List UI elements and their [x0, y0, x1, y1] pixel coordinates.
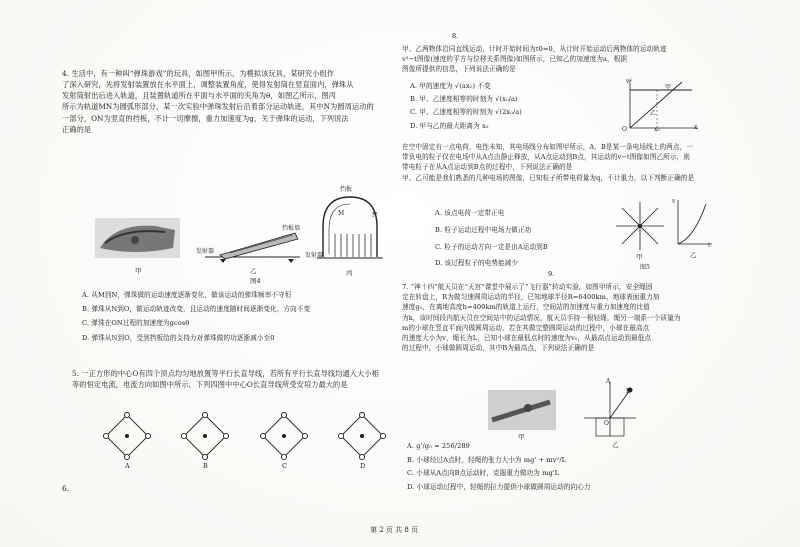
q5-line: 5. 一正方形的中心O有四个顶点均匀地放置等平行长直导线，若所有平行长直导线均通入大小相 — [72, 369, 379, 378]
q7-line: 在空中固定有一点电荷，电性未知，其电场线分布如图甲所示，A、B是某一条电场线上的两点，一 — [402, 143, 693, 151]
q4-line: 正确的是 — [62, 124, 92, 134]
q7-axis-x: t — [708, 242, 711, 249]
question-8-options — [407, 440, 737, 494]
q8-option-d[interactable]: D. 小球运动过程中，轻绳的拉力提供小球做圆周运动的向心力 — [407, 482, 591, 491]
q8-line: 为k，该时间段内航天员在空间站中的运动情况，航天员手持一根轻绳，绳另一端系一个质量为 — [402, 313, 681, 322]
q4-line: 发射筒射出后进入轨道，且装置轨道所在平面与水平面的夹角为θ，如图乙所示，图丙 — [62, 91, 337, 101]
q8-line: m的小球在竖直平面内做圆周运动，若在其做完整圆周运动的过程中，小球在最高点 — [402, 323, 650, 332]
q6-option-c[interactable]: C. 甲、乙速度相等的时刻为 √(2x₀/a) — [410, 108, 522, 117]
question-4-options — [82, 288, 387, 345]
q7-caption-b: 乙 — [690, 251, 697, 259]
figure-toy-photo — [95, 218, 180, 258]
q7-option-d[interactable]: D. 该过程粒子的电势能减少 — [435, 259, 519, 268]
q8-photo — [488, 390, 556, 430]
q7-axis-y: v — [672, 198, 676, 205]
question-number-mark-2: 9. — [548, 270, 555, 278]
question-6-options — [410, 80, 605, 133]
q5-label-d: D — [360, 462, 366, 470]
q8-line: 定在转盘上，R为做匀速圆周运动的半径，已知地球半径R=6400km，地球表面重力加 — [402, 293, 660, 302]
question-4-stem — [62, 68, 387, 135]
q6-option-a[interactable]: A. 甲的速度为 √(ax₀) 不变 — [410, 82, 491, 90]
q5-line: 等的恒定电流，电流方向如图中所示，下列四图中中心O长直导线所受安培力最大的是 — [72, 380, 348, 390]
fig-c-caption: 丙 — [346, 269, 353, 277]
question-6-stem — [402, 44, 712, 75]
q6-y-label: v² — [626, 78, 632, 85]
q5-label-c: C — [282, 462, 287, 470]
fig-c-label-board: 挡板 — [340, 186, 353, 193]
q6-origin: O — [622, 126, 627, 133]
q4-line: 4. 生活中，有一种叫“弹珠游戏”的玩具，如图甲所示，为模拟该玩具，某研究小组作 — [62, 69, 335, 78]
figure-arch-track — [315, 192, 385, 264]
q5-label-b: B — [203, 462, 208, 470]
q6-option-b[interactable]: B. 甲、乙速度相等的时刻为 √(x₀/a) — [410, 95, 518, 104]
q6-series-b: 乙 — [650, 110, 657, 117]
question-number-mark: 8. — [452, 32, 459, 40]
q8-circle-diagram — [580, 378, 640, 438]
q6-series-a: 甲 — [665, 84, 672, 91]
q8-line: 的过程中，小球做圆周运动，其中B为最高点，下列说法正确的是 — [402, 344, 595, 353]
q8-caption-b: 乙 — [612, 441, 619, 449]
q7-caption-a: 甲 — [636, 253, 643, 261]
q8-label-b: B — [626, 388, 631, 395]
q5-figures — [100, 412, 390, 464]
q7-line: 甲、乙可能是我们熟悉的几种电场的图像，已知粒子所带电荷量为q，不计重力，以下判断正确的是 — [402, 173, 695, 182]
q7-option-a[interactable]: A. 该点电荷一定带正电 — [435, 209, 505, 217]
fig-c-label-n: N — [372, 212, 378, 219]
fig-b-label-wall: 挡板墙 — [282, 225, 301, 232]
q8-label-a: A — [606, 378, 611, 385]
q6-line: 甲、乙两物体沿同直线运动，计时开始时间为t0=0，从计时开始运动后两物体的运动轨迹 — [402, 45, 667, 53]
fig-b-label-launcher: 发射器 — [196, 248, 215, 255]
q7-line: 带负电的粒子仅在电场中从A点由静止释放，从A点运动到B点，其运动的v−t图像如图乙所示，则 — [402, 153, 690, 162]
figure-tag: 图4 — [250, 277, 261, 285]
q8-line: 的速度大小为v，绳长为L，已知小球在最低点时的速度为v₀，从最高点运动到最低点 — [402, 334, 652, 343]
q4-option-b[interactable]: B. 弹珠从N到O，做运动轨迹改变，且运动的速度随时间逐渐变化，方向不变 — [82, 305, 311, 314]
q6-v2-x-graph — [622, 78, 700, 133]
q4-option-d[interactable]: D. 弹珠从N到O，受到挡板给的支持力对弹珠做的功逐渐减小至0 — [82, 333, 275, 342]
q4-option-a[interactable]: A. 从M到N，弹珠做的运动速度逐渐变化，做该运动的弹珠频率不守恒 — [82, 291, 292, 299]
fig-c-label-launcher: 发射器 — [305, 252, 324, 259]
q6-x-tick: x₀ — [654, 126, 660, 133]
q5-label-a: A — [125, 462, 130, 470]
q8-option-b[interactable]: B. 小球经过A点时，轻绳的张力大小为 mg' + mv²/L — [407, 455, 567, 464]
question-8-stem — [402, 282, 722, 354]
q5-figure-a — [103, 412, 150, 459]
q4-line: 所示为轨道MN为圆弧形部分，某一次实验中弹珠发射后沿着部分运动轨迹，其中N为圆周运动的 — [62, 102, 374, 112]
q7-option-b[interactable]: B. 粒子运动过程中电场力做正功 — [435, 225, 532, 234]
q6-line: 图像所提供的信息，下列说法正确的是 — [402, 65, 516, 74]
q7-option-c[interactable]: C. 粒子的运动方向一定是由A运动到B — [435, 242, 548, 251]
q4-option-c[interactable]: C. 弹珠在ON过程的加速度为gcosθ — [82, 319, 190, 328]
page-mark-left: 6. — [62, 484, 70, 493]
q8-option-a[interactable]: A. g'/g₀ = 256/289 — [407, 442, 470, 450]
q7-figure-tag: 图5 — [640, 264, 650, 271]
q8-label-o: O — [604, 420, 609, 427]
q6-line: v²−t图像(速度的平方与位移关系图像)如图所示，已知乙的加速度为a，根据 — [402, 55, 628, 64]
q8-line: 速度g₀，在离地高度h=400km的轨道上运行，空间站的加速度与重力加速度的比值 — [402, 303, 650, 312]
question-7-stem — [402, 142, 722, 183]
fig-c-label-m: M — [338, 210, 345, 217]
q8-option-c[interactable]: C. 小球从A点向B点运动时，克服重力做功为 mg'L — [407, 469, 560, 478]
q7-field-lines — [610, 200, 670, 252]
page-footer: 第 2 页 共 8 页 — [370, 526, 419, 534]
q4-line: 了深入研究，先将发射装置放在水平面上，调整装置角度，使得发射筒在竖直面内，弹珠从 — [62, 80, 354, 90]
q6-option-d[interactable]: D. 甲与乙的最大距离为 x₀ — [410, 121, 489, 130]
q7-line: 带电粒子在从A点运动到B点的过程中，下列说法正确的是 — [402, 163, 573, 172]
question-5-stem — [72, 368, 392, 390]
question-7-options — [435, 205, 615, 272]
q4-line: 一部分，ON为竖直的挡板，不计一切摩擦，重力加速度为g，关于弹珠的运动，下列说法 — [62, 113, 349, 123]
q8-line: 7. “神十四”航天员在“天宫”课堂中展示了“飞行器”转动实验，如图甲所示，安全绳固 — [402, 283, 653, 291]
fig-a-caption: 甲 — [135, 267, 142, 275]
q6-x-label: x — [694, 124, 698, 131]
fig-b-caption: 乙 — [250, 267, 257, 275]
q8-caption-a: 甲 — [518, 433, 525, 441]
